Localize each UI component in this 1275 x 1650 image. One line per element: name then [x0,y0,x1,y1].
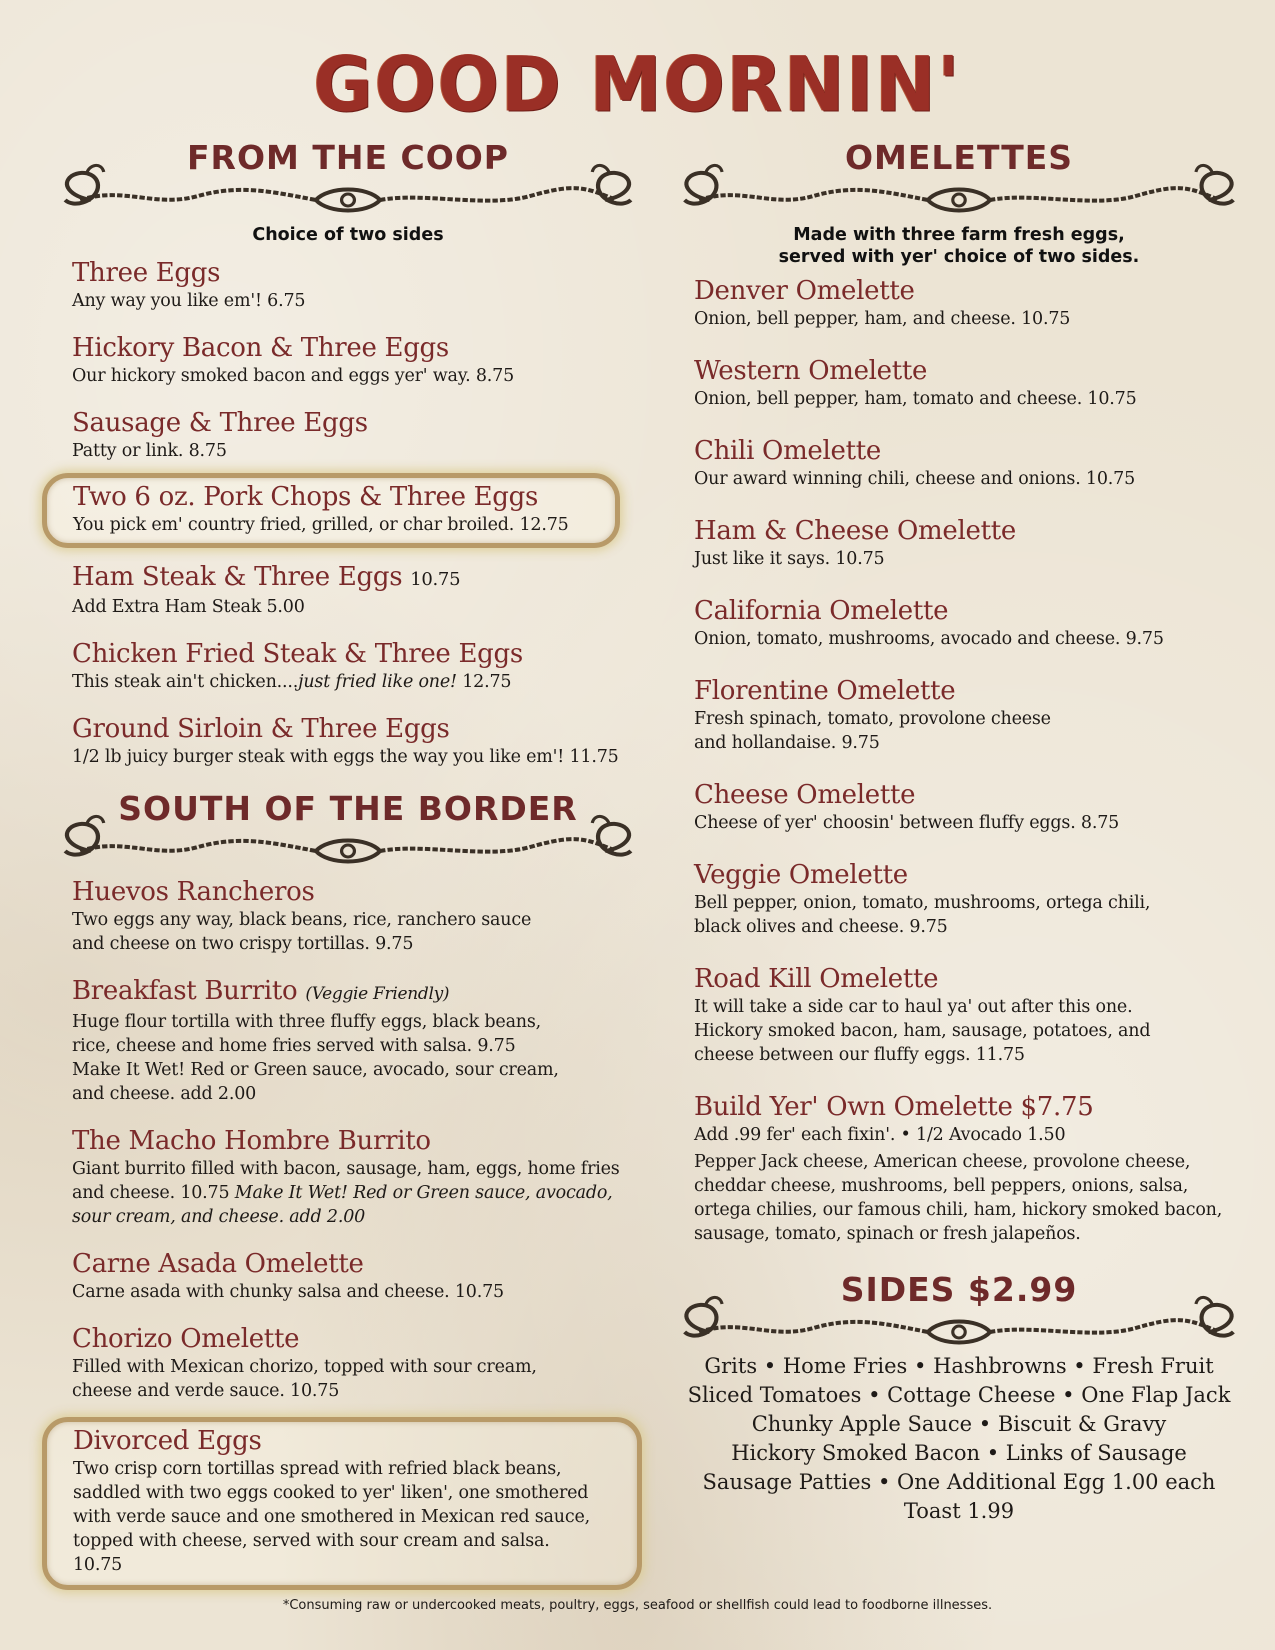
item-name: Ham Steak & Three Eggs [72,562,403,592]
menu-item [72,877,648,956]
item-title: Huevos Rancheros [72,877,315,907]
sides-line: Grits • Home Fries • Hashbrowns • Fresh Fruit [704,1354,1214,1378]
menu-item [72,976,648,1106]
menu-title: GOOD MORNIN' [313,39,962,129]
item-title: Ham & Cheese Omelette [694,516,1016,546]
item-desc: It will take a side car to haul ya' out after this one. Hickory smoked bacon, ham, sausage, potatoes, and cheese between our fluffy eggs. 11.75 [694,997,1151,1065]
sides-line: Hickory Smoked Bacon • Links of Sausage [731,1441,1187,1465]
item-price: 10.75 [410,569,461,590]
item-fixins: Pepper Jack cheese, American cheese, provolone cheese, cheddar cheese, mushrooms, bell peppers, onions, salsa, ortega chilies, our famous chili, ham, hickory smoked bacon, sausage, tomato, spinach or fresh jalapeños. [694,1152,1223,1244]
menu-item [694,276,1250,331]
menu-item [72,562,648,619]
item-desc: Add Extra Ham Steak 5.00 [72,597,305,617]
sides-line: Chunky Apple Sauce • Biscuit & Gravy [751,1412,1167,1436]
omelettes-subnote-line: Made with three farm fresh eggs, [793,225,1125,245]
item-title: Chicken Fried Steak & Three Eggs [72,639,523,669]
item-desc: Fresh spinach, tomato, provolone cheese and hollandaise. 9.75 [694,709,1051,753]
item-desc: Onion, bell pepper, ham, tomato and cheese. 10.75 [694,389,1137,409]
item-title [72,562,648,595]
health-warning-footnote: *Consuming raw or undercooked meats, poultry, eggs, seafood or shellfish could lead to foodborne illnesses. [282,1598,993,1613]
item-desc-italic: just fried like one! [298,672,457,692]
item-desc: You pick em' country fried, grilled, or char broiled. 12.75 [73,515,569,535]
item-desc: Just like it says. 10.75 [694,549,885,569]
item-title: Western Omelette [694,356,928,386]
menu-item [72,408,648,463]
item-addon: Make It Wet! Red or Green sauce, avocado, sour cream, and cheese. add 2.00 [72,1060,559,1104]
item-title: Build Yer' Own Omelette $7.75 [694,1092,1094,1122]
item-desc-text: Giant burrito filled with bacon, sausage, ham, eggs, home fries and cheese. 10.75 [72,1159,620,1203]
right-column [668,138,1250,1526]
item-title: Veggie Omelette [694,860,908,890]
sides-line: Sausage Patties • One Additional Egg 1.00 each [702,1470,1216,1494]
item-desc: Add .99 fer' each fixin'. • 1/2 Avocado 1.50 [694,1125,1066,1145]
item-desc: Carne asada with chunky salsa and cheese. 10.75 [72,1282,504,1302]
item-desc: Our hickory smoked bacon and eggs yer' way. 8.75 [72,366,515,386]
menu-item [694,964,1250,1067]
item-title: Divorced Eggs [73,1426,262,1456]
item-desc [72,670,648,694]
item-title: Denver Omelette [694,276,915,306]
omelettes-subnote [668,224,1250,268]
item-title: Two 6 oz. Pork Chops & Three Eggs [73,482,539,512]
menu-item [694,676,1250,755]
sides-list [668,1352,1250,1526]
item-desc: Onion, bell pepper, ham, and cheese. 10.75 [694,309,1071,329]
border-section-header [48,789,648,871]
menu-item [694,1092,1250,1246]
item-desc: Our award winning chili, cheese and onions. 10.75 [694,469,1136,489]
menu-item [694,780,1250,835]
item-desc: Any way you like em'! 6.75 [72,291,306,311]
menu-item [72,639,648,694]
coop-heading: FROM THE COOP [186,138,509,177]
item-title: Three Eggs [72,258,221,288]
item-title: The Macho Hombre Burrito [72,1126,431,1156]
menu-item [694,516,1250,571]
menu-item [72,1126,648,1229]
menu-item [72,333,648,388]
menu-item [72,714,648,769]
item-desc: Filled with Mexican chorizo, topped with sour cream, cheese and verde sauce. 10.75 [72,1357,537,1401]
menu-item [694,356,1250,411]
menu-item [72,258,648,313]
featured-item-frame [42,1417,642,1590]
item-title [72,976,648,1010]
item-desc: 1/2 lb juicy burger steak with eggs the way you like em'! 11.75 [72,747,619,767]
item-desc: Two crisp corn tortillas spread with refried black beans, saddled with two eggs cooked to yer' liken', one smothered with verde sauce and one smothered in Mexican red sauce, topped with cheese, served with sour cream and salsa. 10.75 [73,1459,590,1575]
coop-section-header [48,138,648,220]
menu-item [694,436,1250,491]
item-desc: Huge flour tortilla with three fluffy eggs, black beans, rice, cheese and home fries served with salsa. 9.75 [72,1012,542,1056]
menu-item [694,596,1250,651]
item-title: Sausage & Three Eggs [72,408,368,438]
item-title: Chorizo Omelette [72,1324,300,1354]
item-title: Hickory Bacon & Three Eggs [72,333,449,363]
menu-item [72,1249,648,1304]
item-desc-text: This steak ain't chicken.... [72,672,299,692]
menu-item [72,1324,648,1403]
item-title: California Omelette [694,596,949,626]
omelettes-subnote-line: served with yer' choice of two sides. [778,247,1140,267]
item-name: Breakfast Burrito [72,976,298,1006]
item-price: 12.75 [456,672,512,692]
item-addon: Make It Wet! Red or Green sauce, avocado, sour cream, and cheese. add 2.00 [72,1183,613,1227]
sides-section-header [668,1270,1250,1352]
sides-heading: SIDES $2.99 [840,1270,1078,1309]
item-title: Cheese Omelette [694,780,916,810]
border-heading: SOUTH OF THE BORDER [118,789,578,828]
item-desc: Cheese of yer' choosin' between fluffy eggs. 8.75 [694,813,1120,833]
omelettes-heading: OMELETTES [844,138,1074,177]
item-desc: Patty or link. 8.75 [72,441,227,461]
item-title: Chili Omelette [694,436,881,466]
item-desc [72,1157,632,1229]
item-title: Ground Sirloin & Three Eggs [72,714,450,744]
omelettes-section-header [668,138,1250,220]
menu-item [694,860,1250,939]
sides-line: Sliced Tomatoes • Cottage Cheese • One Flap Jack [687,1383,1231,1407]
item-title: Road Kill Omelette [694,964,939,994]
sides-line: Toast 1.99 [903,1499,1015,1523]
item-desc: Onion, tomato, mushrooms, avocado and cheese. 9.75 [694,629,1164,649]
featured-item-frame [42,473,620,548]
item-desc: Bell pepper, onion, tomato, mushrooms, ortega chili, black olives and cheese. 9.75 [694,893,1151,937]
left-column [48,138,648,1590]
item-note: (Veggie Friendly) [305,984,450,1004]
coop-subnote: Choice of two sides [252,225,444,245]
item-title: Carne Asada Omelette [72,1249,364,1279]
item-title: Florentine Omelette [694,676,956,706]
item-desc: Two eggs any way, black beans, rice, ranchero sauce and cheese on two crispy tortillas. 9.75 [72,910,532,954]
